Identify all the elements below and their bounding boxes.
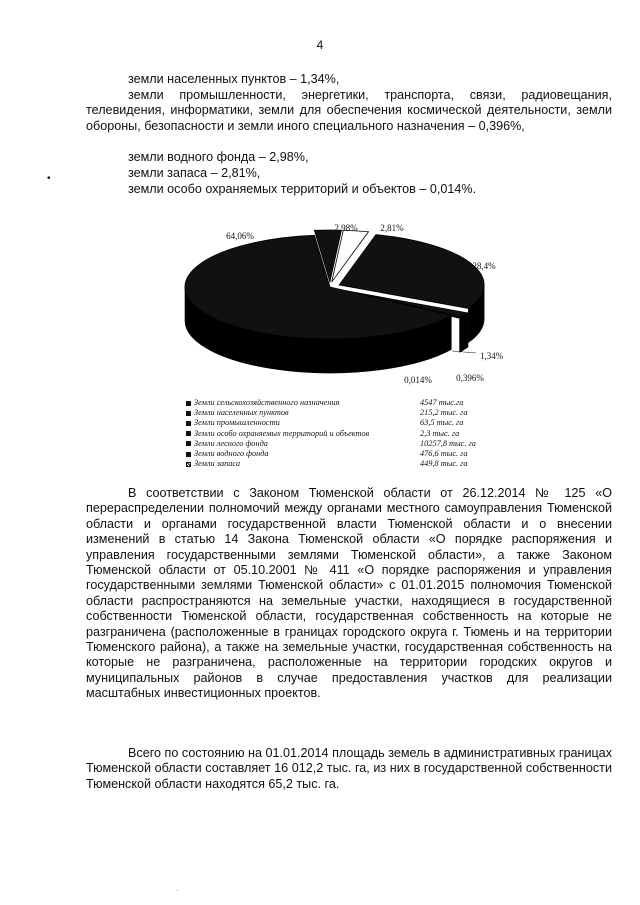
legend-label: Земли сельскохозяйственного назначения [194,398,340,407]
list-item-protected: земли особо охраняемых территорий и объектов – 0,014%. [128,182,477,196]
pie-side-2 [460,317,462,352]
legend-value: 63,5 тыс. га [420,418,464,428]
legend-row [186,449,486,459]
legend-row [186,418,486,428]
legend-value: 2,3 тыс. га [420,428,460,438]
pie-label-5: 2,98% [334,223,358,233]
list-item-industry: земли промышленности, энергетики, транспорта, связи, радиовещания, телевидения, информатики, земли для обеспечения космической деятельности, земли обороны, безопасности и земли иного специального назначения – 0,396%, [86,88,612,133]
pie-label-4: 64,06% [226,231,254,241]
legend-row [186,459,486,469]
legend-label: Земли запаса [194,459,241,469]
legend-row [186,429,486,439]
chart-legend [186,398,486,469]
paragraph-total-area: Всего по состоянию на 01.01.2014 площадь земель в административных границах Тюменской области составляет 16 012,2 тыс. га, из них в государственной собственности Тюменской области находятся 65,2 тыс. га. [86,746,612,791]
legend-swatch [186,462,191,467]
legend-swatch [186,452,191,457]
pie-label-2: 0,396% [456,373,484,383]
legend-label: Земли лесного фонда [194,438,268,448]
pie-side-1 [462,313,468,351]
footer-mark: · [176,886,179,895]
legend-swatch [186,431,191,436]
legend-label: Земли водного фонда [194,448,269,458]
legend-value: 4547 тыс.га [420,398,464,407]
pie-label-0: 28,4% [472,261,496,271]
land-pie-chart [0,215,640,390]
stray-mark: • [47,173,51,184]
list-item-reserve: земли запаса – 2,81%, [128,166,261,180]
legend-swatch [186,421,191,426]
page-number: 4 [316,38,324,52]
legend-value: 449,8 тыс. га [420,459,468,469]
legend-label: Земли особо охраняемых территорий и объектов [194,428,370,438]
pie-label-1: 1,34% [480,351,504,361]
legend-label: Земли промышленности [194,418,280,428]
legend-swatch [186,411,191,416]
pie-svg [0,215,640,390]
legend-label: Земли населенных пунктов [194,408,289,418]
legend-swatch [186,441,191,446]
legend-value: 476,6 тыс. га [420,448,468,458]
legend-swatch [186,401,191,406]
list-item-water: земли водного фонда – 2,98%, [128,150,309,164]
list-item-settlements: земли населенных пунктов – 1,34%, [128,72,340,86]
legend-value: 10257,8 тыс. га [420,438,476,448]
pie-label-3: 0,014% [404,375,432,385]
legend-row [186,408,486,418]
paragraph-law: В соответствии с Законом Тюменской области от 26.12.2014 № 125 «О перераспределении полномочий между органами местного самоуправления Тюменской области и органами государственной власти Тюменской области и о внесении изменений в статью 14 Закона Тюменской области «О порядке распоряжения и управления государственными землями Тюменской области», а также Законом Тюменской области от 05.10.2001 № 411 «О порядке распоряжения и управления государственными землями Тюменской области» с 01.01.2015 полномочия Тюменской области распространяются на земельные участки, находящиеся в государственной собственности Тюменской области, государственная собственность на которые не разграничена (расположенные в границах городского округа г. Тюмень и на территории Тюменского района), а также на земельные участки, государственная собственность на которые не разграничена, расположенные на территории городских округов и муниципальных районов в случае предоставления участков для реализации масштабных инвестиционных проектов. [86,486,612,701]
legend-value: 215,2 тыс. га [420,408,468,418]
legend-row [186,439,486,449]
pie-label-6: 2,81% [380,223,404,233]
pie-leader-1 [452,351,476,353]
legend-row [186,398,486,408]
